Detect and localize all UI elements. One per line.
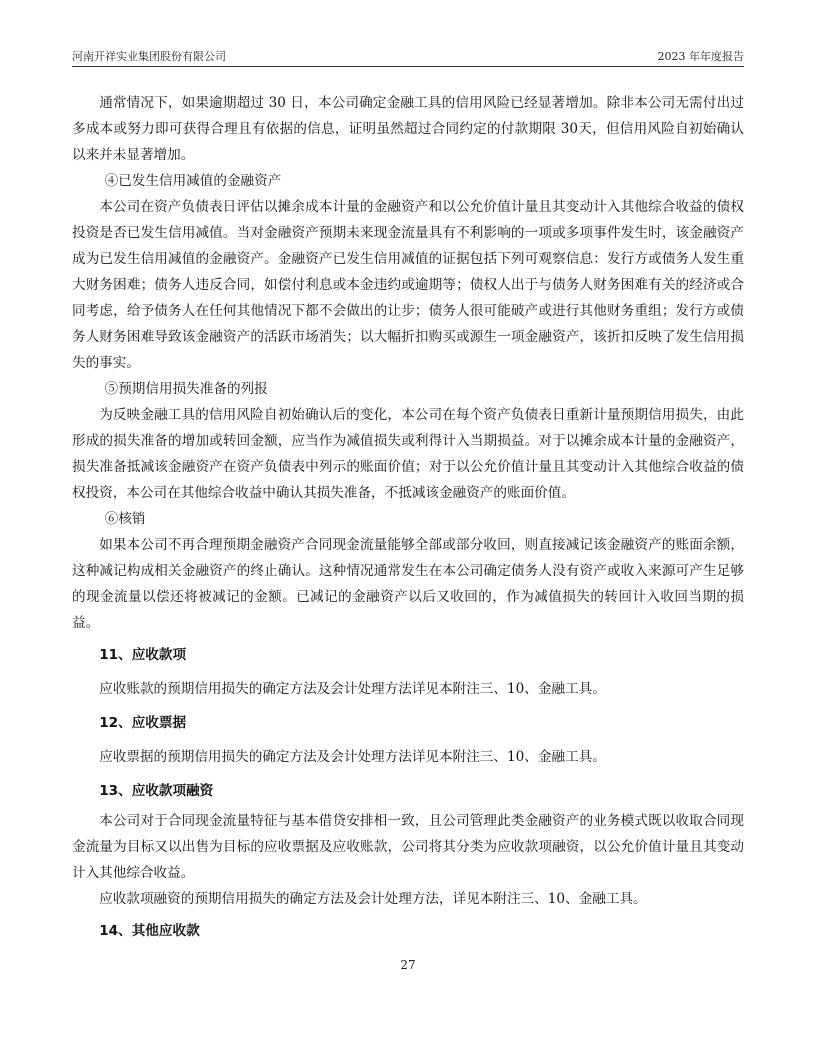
subsection-title: ⑤预期信用损失准备的列报 [104, 381, 268, 397]
paragraph: 为反映金融工具的信用风险自初始确认后的变化，本公司在每个资产负债表日重新计量预期信用损失，由此形成的损失准备的增加或转回金额，应当作为减值损失或利得计入当期损益。对于以摊余成本计量的金融资产，损失准备抵减该金融资产在资产负债表中列示的账面价值；对于以公允价值计量且其变动计入其他综合收益的债权投资，本公司在其他综合收益中确认其损失准备，不抵减该金融资产的账面价值。 [72, 407, 744, 501]
subsection-title: ④已发生信用减值的金融资产 [104, 173, 282, 189]
company-name: 河南开祥实业集团股份有限公司 [72, 50, 226, 63]
paragraph: 通常情况下，如果逾期超过 30 日，本公司确定金融工具的信用风险已经显著增加。除非本公司无需付出过多成本或努力即可获得合理且有依据的信息，证明虽然超过合同约定的付款期限 30天，但信用风险自初始确认以来并未显著增加。 [72, 95, 744, 163]
page-header [72, 48, 744, 66]
section-heading: 11、应收款项 [99, 647, 187, 663]
report-title: 2023 年年度报告 [657, 50, 744, 63]
page-number: 27 [400, 958, 416, 972]
paragraph: 应收票据的预期信用损失的确定方法及会计处理方法详见本附注三、10、金融工具。 [99, 749, 606, 765]
paragraph: 应收款项融资的预期信用损失的确定方法及会计处理方法，详见本附注三、10、金融工具。 [99, 891, 647, 907]
section-heading: 14、其他应收款 [99, 923, 200, 939]
section-heading: 12、应收票据 [99, 715, 187, 731]
subsection-title: ⑥核销 [104, 511, 146, 527]
paragraph: 本公司对于合同现金流量特征与基本借贷安排相一致，且公司管理此类金融资产的业务模式既以收取合同现金流量为目标又以出售为目标的应收票据及应收账款，公司将其分类为应收款项融资，以公允价值计量且其变动计入其他综合收益。 [72, 813, 744, 881]
document-body [72, 90, 744, 948]
section-heading: 13、应收款项融资 [99, 783, 214, 799]
header-divider [72, 66, 744, 67]
paragraph: 本公司在资产负债表日评估以摊余成本计量的金融资产和以公允价值计量且其变动计入其他综合收益的债权投资是否已发生信用减值。当对金融资产预期未来现金流量具有不利影响的一项或多项事件发生时，该金融资产成为已发生信用减值的金融资产。金融资产已发生信用减值的证据包括下列可观察信息：发行方或债务人发生重大财务困难；债务人违反合同，如偿付利息或本金违约或逾期等；债权人出于与债务人财务困难有关的经济或合同考虑，给予债务人在任何其他情况下都不会做出的让步；债务人很可能破产或进行其他财务重组；发行方或债务人财务困难导致该金融资产的活跃市场消失；以大幅折扣购买或源生一项金融资产，该折扣反映了发生信用损失的事实。 [72, 199, 744, 371]
paragraph: 应收账款的预期信用损失的确定方法及会计处理方法详见本附注三、10、金融工具。 [99, 681, 606, 697]
paragraph: 如果本公司不再合理预期金融资产合同现金流量能够全部或部分收回，则直接减记该金融资产的账面余额，这种减记构成相关金融资产的终止确认。这种情况通常发生在本公司确定债务人没有资产或收入来源可产生足够的现金流量以偿还将被减记的金额。已减记的金融资产以后又收回的，作为减值损失的转回计入收回当期的损益。 [72, 537, 744, 631]
